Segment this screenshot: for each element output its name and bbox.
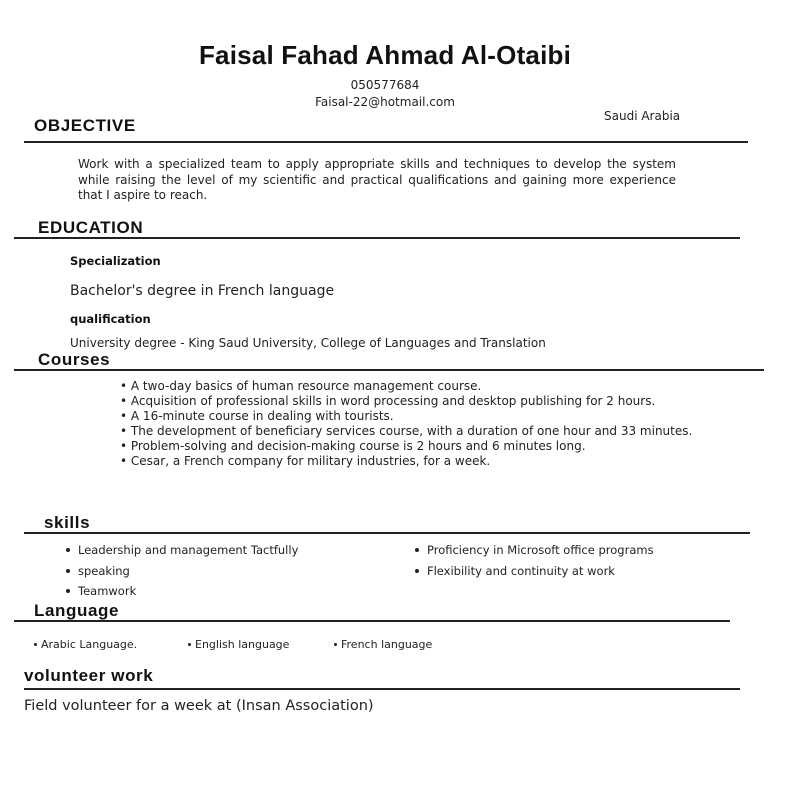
courses-heading: Courses — [38, 350, 111, 369]
language-item: English language — [188, 638, 289, 651]
bullet-icon: • — [120, 379, 131, 393]
bullet-icon: • — [120, 454, 131, 468]
phone-number: 050577684 — [350, 78, 420, 92]
qualification-value: University degree - King Saud University, College of Languages and Translation — [70, 336, 546, 350]
skill-item: Leadership and management Tactfully — [66, 543, 298, 557]
education-divider — [14, 237, 740, 239]
skill-item: speaking — [66, 564, 130, 578]
language-divider — [14, 620, 730, 622]
list-item: • The development of beneficiary services course, with a duration of one hour and 33 minutes. — [120, 424, 693, 438]
skills-divider — [24, 532, 750, 534]
bullet-icon — [188, 643, 191, 646]
bullet-icon — [415, 548, 419, 552]
list-item: • A two-day basics of human resource management course. — [120, 379, 482, 393]
bullet-icon — [66, 569, 70, 573]
courses-divider — [14, 369, 764, 371]
bullet-icon: • — [120, 439, 131, 453]
resume-name: Faisal Fahad Ahmad Al-Otaibi — [198, 40, 572, 70]
objective-divider — [24, 141, 748, 143]
bullet-icon — [334, 643, 337, 646]
language-heading: Language — [34, 601, 120, 620]
email-address: Faisal-22@hotmail.com — [315, 95, 455, 109]
bullet-icon — [66, 548, 70, 552]
bullet-icon: • — [120, 424, 131, 438]
list-item: • Acquisition of professional skills in word processing and desktop publishing for 2 hours. — [120, 394, 656, 408]
specialization-value: Bachelor's degree in French language — [70, 283, 335, 299]
bullet-icon — [66, 589, 70, 593]
skills-heading: skills — [44, 513, 91, 532]
skill-item: Teamwork — [66, 584, 136, 598]
bullet-icon: • — [120, 394, 131, 408]
objective-text: Work with a specialized team to apply appropriate skills and techniques to develop the system while raising the level of my scientific and practical qualifications and gaining more experience that I aspire to reach. — [78, 157, 676, 202]
courses-list — [120, 379, 718, 469]
bullet-icon — [34, 643, 37, 646]
skill-item: Proficiency in Microsoft office programs — [415, 543, 654, 557]
list-item: • Problem-solving and decision-making course is 2 hours and 6 minutes long. — [120, 439, 586, 453]
list-item: • Cesar, a French company for military industries, for a week. — [120, 454, 491, 468]
language-item: French language — [334, 638, 432, 651]
list-item: • A 16-minute course in dealing with tourists. — [120, 409, 394, 423]
country: Saudi Arabia — [604, 109, 681, 123]
bullet-icon: • — [120, 409, 131, 423]
education-heading: EDUCATION — [38, 218, 144, 237]
specialization-label: Specialization — [70, 254, 161, 268]
qualification-label: qualification — [70, 312, 151, 326]
volunteer-heading: volunteer work — [24, 666, 154, 685]
volunteer-divider — [24, 688, 740, 690]
skill-item: Flexibility and continuity at work — [415, 564, 615, 578]
language-item: Arabic Language. — [34, 638, 137, 651]
objective-heading: OBJECTIVE — [34, 116, 136, 135]
bullet-icon — [415, 569, 419, 573]
volunteer-text: Field volunteer for a week at (Insan Association) — [24, 698, 374, 714]
